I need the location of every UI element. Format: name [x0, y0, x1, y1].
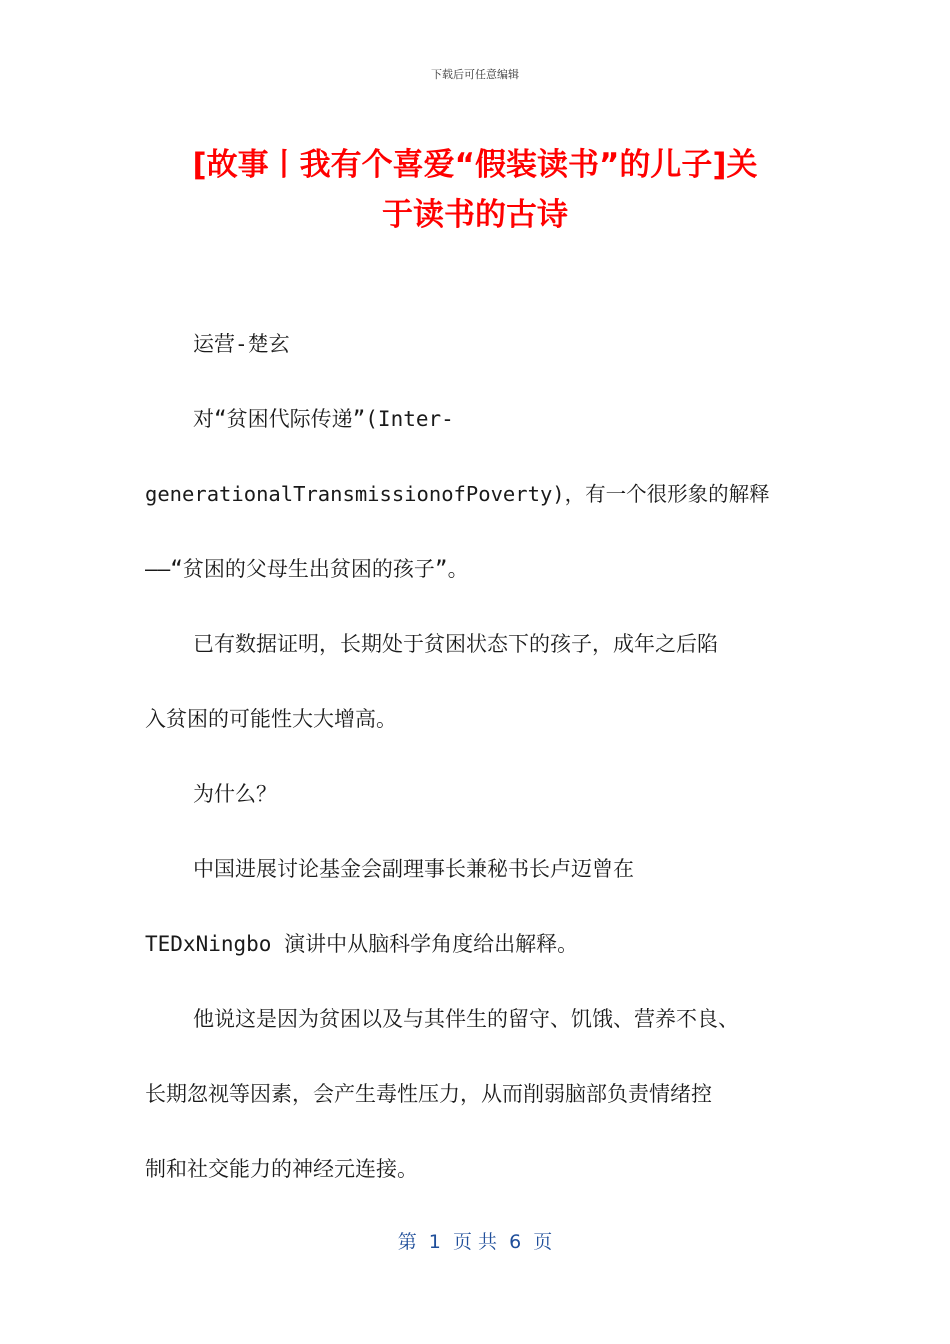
- paragraph-line: 已有数据证明，长期处于贫困状态下的孩子，成年之后陷: [193, 632, 718, 656]
- paragraph-line: TEDxNingbo 演讲中从脑科学角度给出解释。: [145, 932, 579, 956]
- paragraph-line: ——“贫困的父母生出贫困的孩子”。: [145, 557, 469, 581]
- title-line-2: 于读书的古诗: [382, 197, 568, 233]
- page-footer: 第 1 页 共 6 页: [397, 1231, 553, 1253]
- paragraph-line: 入贫困的可能性大大增高。: [145, 707, 397, 731]
- paragraph-line: 长期忽视等因素，会产生毒性压力，从而削弱脑部负责情绪控: [145, 1082, 712, 1106]
- paragraph-line: 中国进展讨论基金会副理事长兼秘书长卢迈曾在: [193, 857, 634, 881]
- paragraph-line: 制和社交能力的神经元连接。: [145, 1157, 418, 1181]
- paragraph-line: 为什么？: [193, 782, 277, 806]
- paragraph-line: 他说这是因为贫困以及与其伴生的留守、饥饿、营养不良、: [193, 1007, 739, 1031]
- document-title: [140, 140, 810, 240]
- paragraph-line: generationalTransmissionofPoverty)，有一个很形象的解释: [145, 482, 770, 506]
- header-note: 下载后可任意编辑: [431, 68, 519, 81]
- paragraph-line: 对“贫困代际传递”(Inter-: [193, 407, 454, 431]
- title-line-1: [故事丨我有个喜爱“假装读书”的儿子]关: [192, 147, 758, 183]
- author-line: 运营-楚玄: [193, 332, 290, 356]
